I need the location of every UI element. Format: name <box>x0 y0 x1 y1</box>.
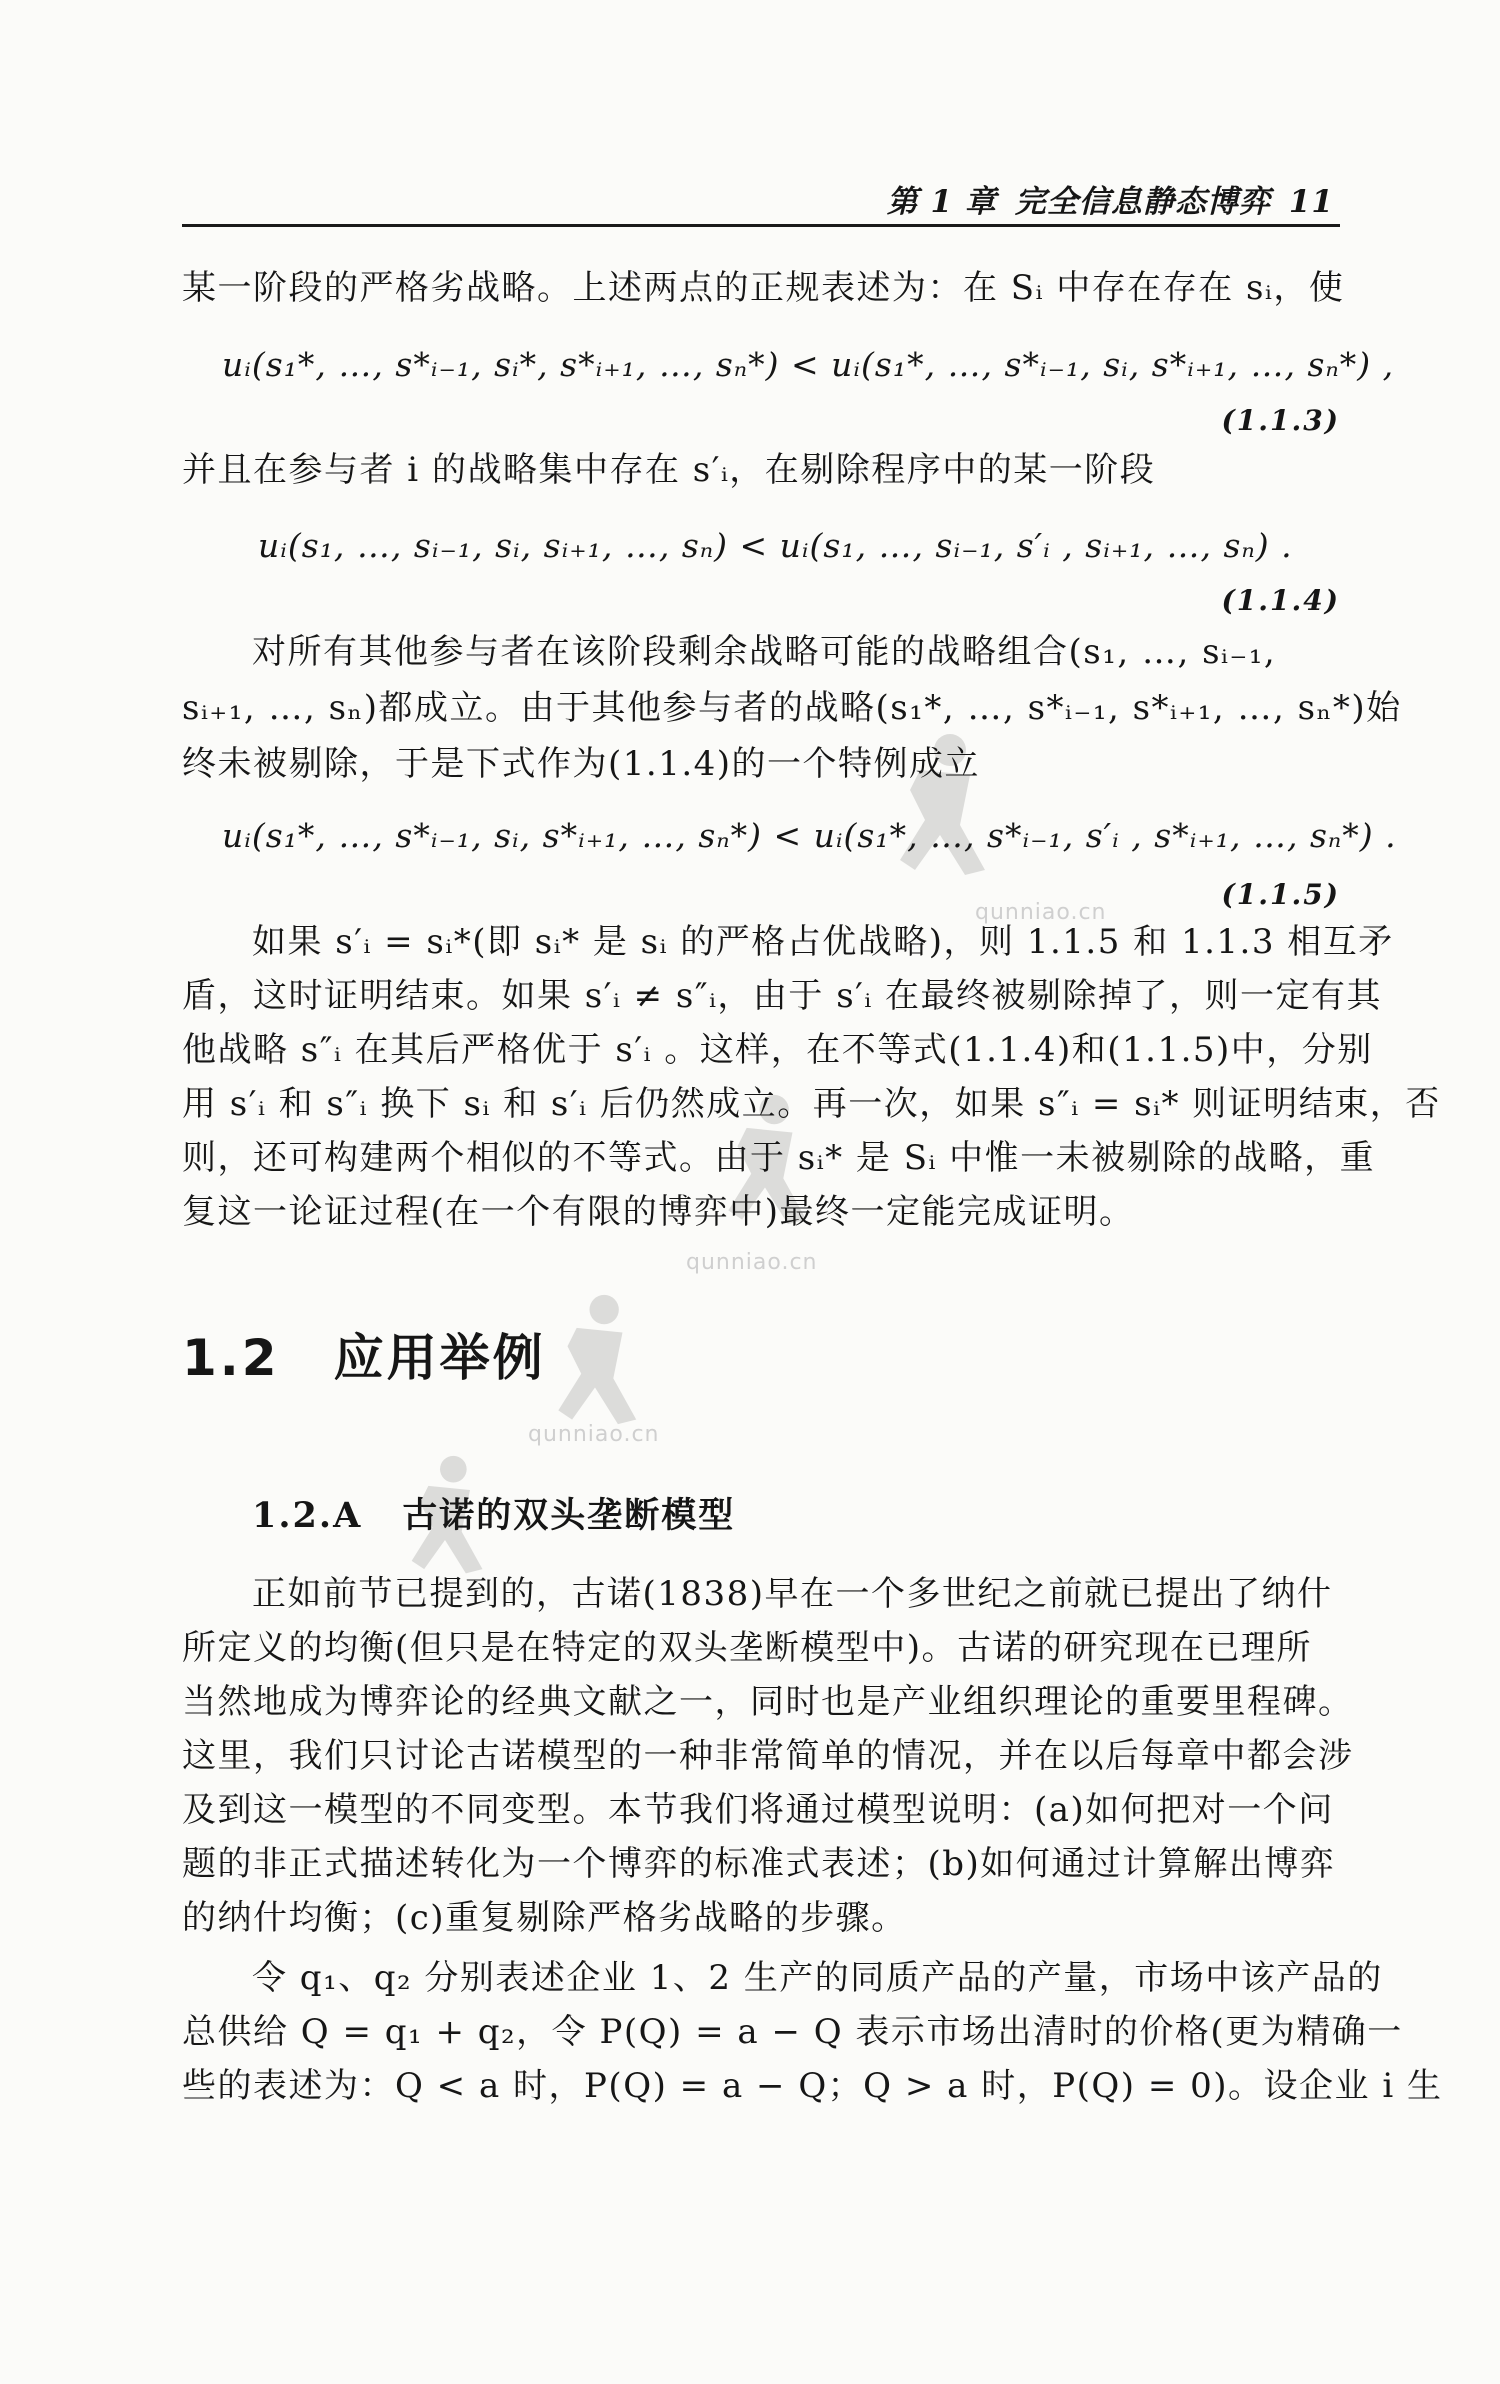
text-line: 则，还可构建两个相似的不等式。由于 sᵢ* 是 Sᵢ 中惟一未被剔除的战略，重 <box>182 1138 1376 1178</box>
text-line: 如果 s′ᵢ = sᵢ*(即 sᵢ* 是 sᵢ 的严格占优战略)，则 1.1.5 和 1.1.3 相互矛 <box>252 922 1394 962</box>
watermark-figure-icon <box>540 1290 650 1430</box>
subsection-title: 古诺的双头垄断模型 <box>402 1495 736 1536</box>
running-header <box>182 176 1340 227</box>
subsection-number: 1.2.A <box>252 1495 363 1536</box>
text-line: 总供给 Q = q₁ + q₂，令 P(Q) = a − Q 表示市场出清时的价格(更为精确一 <box>182 2012 1403 2052</box>
text-line: 所定义的均衡(但只是在特定的双头垄断模型中)。古诺的研究现在已理所 <box>182 1628 1313 1668</box>
watermark-text: qunniao.cn <box>686 1250 818 1275</box>
text-line: 用 s′ᵢ 和 s″ᵢ 换下 sᵢ 和 s′ᵢ 后仍然成立。再一次，如果 s″ᵢ = sᵢ* 则证明结束，否 <box>182 1084 1441 1124</box>
equation-number: (1.1.3) <box>1221 404 1340 437</box>
equation-1-1-3: uᵢ(s₁*, …, s*ᵢ₋₁, sᵢ*, s*ᵢ₊₁, …, sₙ*) < uᵢ(s₁*, …, s*ᵢ₋₁, sᵢ, s*ᵢ₊₁, …, sₙ*) , <box>222 345 1395 384</box>
watermark-text: qunniao.cn <box>975 900 1107 925</box>
header-title: 完全信息静态博弈 <box>1014 184 1271 220</box>
text-line: 的纳什均衡；(c)重复剔除严格劣战略的步骤。 <box>182 1898 907 1938</box>
text-line: 正如前节已提到的，古诺(1838)早在一个多世纪之前就已提出了纳什 <box>252 1574 1333 1614</box>
text-line: 他战略 s″ᵢ 在其后严格优于 s′ᵢ 。这样，在不等式(1.1.4)和(1.1.5)中，分别 <box>182 1030 1373 1070</box>
section-title: 应用举例 <box>333 1329 546 1387</box>
watermark-text: qunniao.cn <box>528 1422 660 1447</box>
subsection-heading <box>252 1488 735 1538</box>
text-line: 令 q₁、q₂ 分别表述企业 1、2 生产的同质产品的产量，市场中该产品的 <box>252 1958 1383 1998</box>
text-line: 对所有其他参与者在该阶段剩余战略可能的战略组合(s₁, …, sᵢ₋₁, <box>252 632 1277 672</box>
text-line: 些的表述为：Q < a 时，P(Q) = a − Q；Q > a 时，P(Q) = 0)。设企业 i 生 <box>182 2066 1443 2106</box>
section-number: 1.2 <box>182 1329 280 1387</box>
text-line: sᵢ₊₁, …, sₙ)都成立。由于其他参与者的战略(s₁*, …, s*ᵢ₋₁, s*ᵢ₊₁, …, sₙ*)始 <box>182 688 1402 728</box>
equation-number: (1.1.5) <box>1221 878 1340 911</box>
text-line: 终未被剔除，于是下式作为(1.1.4)的一个特例成立 <box>182 744 981 784</box>
text-line: 并且在参与者 i 的战略集中存在 s′ᵢ，在剔除程序中的某一阶段 <box>182 450 1156 490</box>
text-line: 当然地成为博弈论的经典文献之一，同时也是产业组织理论的重要里程碑。 <box>182 1682 1354 1722</box>
header-text <box>869 176 1334 221</box>
text-line: 这里，我们只讨论古诺模型的一种非常简单的情况，并在以后每章中都会涉 <box>182 1736 1354 1776</box>
text-line: 题的非正式描述转化为一个博弈的标准式表述；(b)如何通过计算解出博弈 <box>182 1844 1336 1884</box>
text-line: 复这一论证过程(在一个有限的博弈中)最终一定能完成证明。 <box>182 1192 1135 1232</box>
header-chapter: 第 1 章 <box>886 184 997 220</box>
text-line: 某一阶段的严格劣战略。上述两点的正规表述为：在 Sᵢ 中存在存在 sᵢ，使 <box>182 268 1345 308</box>
section-heading <box>182 1318 546 1390</box>
text-line: 盾，这时证明结束。如果 s′ᵢ ≠ s″ᵢ，由于 s′ᵢ 在最终被剔除掉了，则一定有其 <box>182 976 1383 1016</box>
equation-1-1-4: uᵢ(s₁, …, sᵢ₋₁, sᵢ, sᵢ₊₁, …, sₙ) < uᵢ(s₁, …, sᵢ₋₁, s′ᵢ , sᵢ₊₁, …, sₙ) . <box>258 526 1293 565</box>
header-page-number: 11 <box>1288 184 1334 220</box>
equation-number: (1.1.4) <box>1221 584 1340 617</box>
equation-1-1-5: uᵢ(s₁*, …, s*ᵢ₋₁, sᵢ, s*ᵢ₊₁, …, sₙ*) < uᵢ(s₁*, …, s*ᵢ₋₁, s′ᵢ , s*ᵢ₊₁, …, sₙ*) . <box>222 816 1397 855</box>
text-line: 及到这一模型的不同变型。本节我们将通过模型说明：(a)如何把对一个问 <box>182 1790 1334 1830</box>
